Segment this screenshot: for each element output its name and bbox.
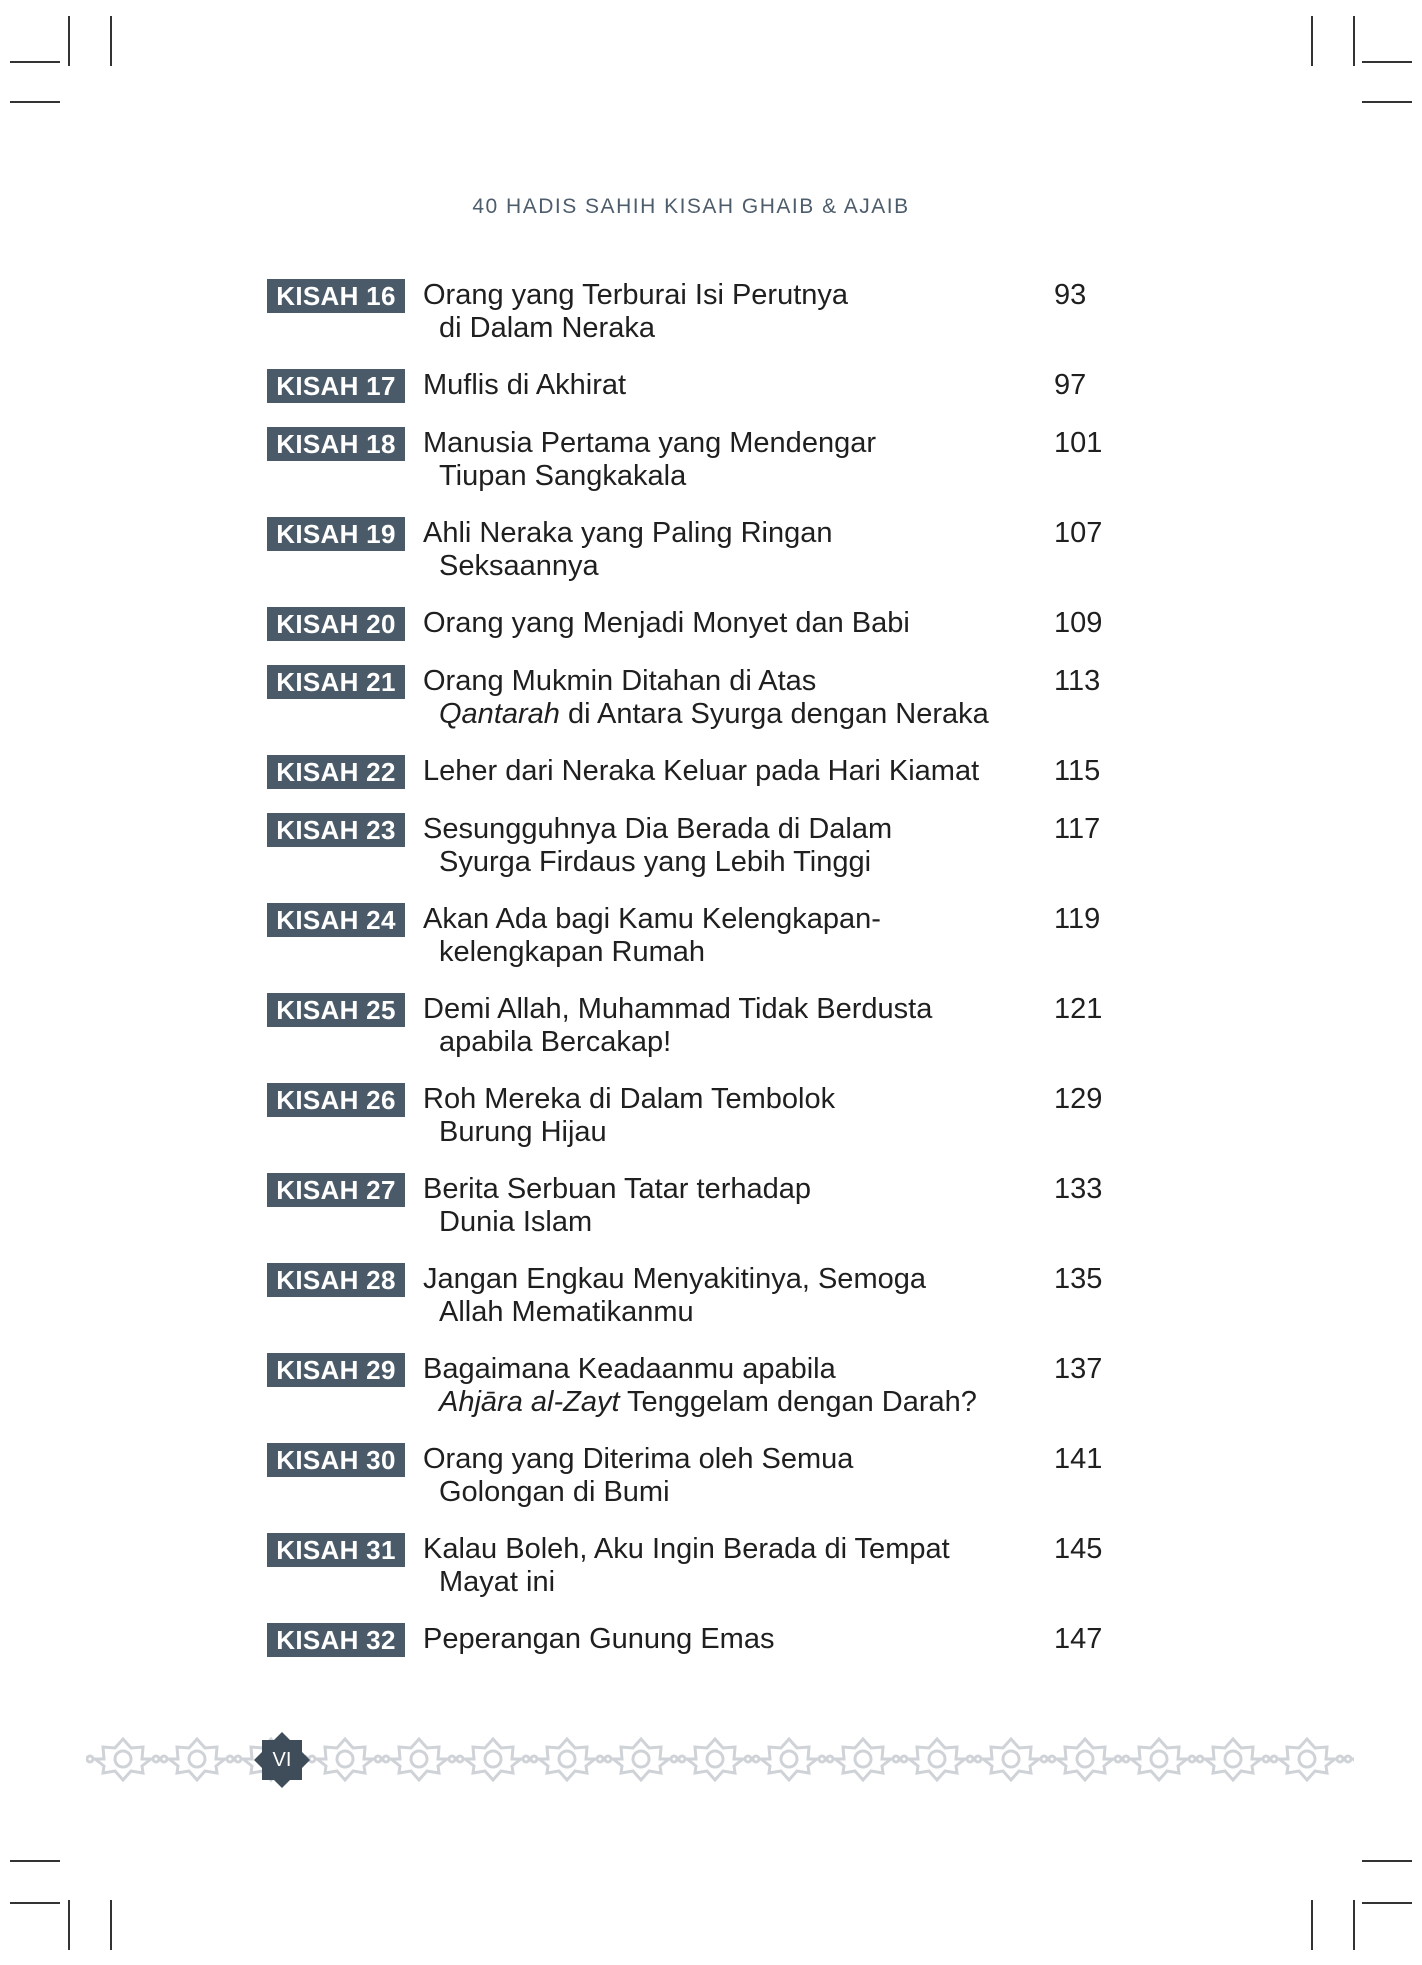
chapter-title: Orang yang Diterima oleh Semua Golongan di Bumi xyxy=(423,1443,854,1508)
chapter-title: Peperangan Gunung Emas xyxy=(423,1623,775,1655)
crop-mark xyxy=(1362,1860,1412,1862)
chapter-title: Jangan Engkau Menyakitinya, Semoga Allah Mematikanmu xyxy=(423,1263,926,1328)
chapter-badge: KISAH 32 xyxy=(267,1623,405,1657)
crop-mark xyxy=(110,16,112,66)
chapter-title: Ahli Neraka yang Paling Ringan Seksaannya xyxy=(423,517,833,582)
chapter-title: Sesungguhnya Dia Berada di Dalam Syurga Firdaus yang Lebih Tinggi xyxy=(423,813,893,878)
page-number: 93 xyxy=(1054,279,1087,311)
page-number: 119 xyxy=(1054,903,1101,935)
chapter-title: Bagaimana Keadaanmu apabila Ahjāra al-Zayt Tenggelam dengan Darah? xyxy=(423,1353,977,1418)
page-number: 129 xyxy=(1054,1083,1103,1115)
chapter-badge: KISAH 21 xyxy=(267,665,405,699)
toc-entry[interactable] xyxy=(267,1083,1167,1173)
chapter-badge: KISAH 19 xyxy=(267,517,405,551)
toc-entry[interactable] xyxy=(267,427,1167,517)
crop-mark xyxy=(10,101,60,103)
chapter-badge: KISAH 28 xyxy=(267,1263,405,1297)
chapter-title: Leher dari Neraka Keluar pada Hari Kiamat xyxy=(423,755,980,787)
chapter-badge: KISAH 26 xyxy=(267,1083,405,1117)
crop-mark xyxy=(10,1902,60,1904)
chapter-title: Akan Ada bagi Kamu Kelengkapan- kelengkapan Rumah xyxy=(423,903,881,968)
chapter-title: Demi Allah, Muhammad Tidak Berdusta apabila Bercakap! xyxy=(423,993,933,1058)
crop-mark xyxy=(1353,16,1355,66)
page-number: 135 xyxy=(1054,1263,1103,1295)
chapter-badge: KISAH 22 xyxy=(267,755,405,789)
page-number: 113 xyxy=(1054,665,1101,697)
chapter-badge: KISAH 20 xyxy=(267,607,405,641)
crop-mark xyxy=(110,1900,112,1950)
chapter-badge: KISAH 29 xyxy=(267,1353,405,1387)
crop-mark xyxy=(1362,101,1412,103)
toc-entry[interactable] xyxy=(267,755,1167,813)
table-of-contents xyxy=(267,279,1167,1681)
toc-entry[interactable] xyxy=(267,1353,1167,1443)
toc-entry[interactable] xyxy=(267,1173,1167,1263)
chapter-badge: KISAH 31 xyxy=(267,1533,405,1567)
chapter-badge: KISAH 18 xyxy=(267,427,405,461)
chapter-badge: KISAH 23 xyxy=(267,813,405,847)
crop-mark xyxy=(68,1900,70,1950)
crop-mark xyxy=(1311,16,1313,66)
crop-mark xyxy=(10,1860,60,1862)
page-number: 101 xyxy=(1054,427,1103,459)
crop-mark xyxy=(68,16,70,66)
chapter-title: Orang yang Menjadi Monyet dan Babi xyxy=(423,607,910,639)
chapter-title: Berita Serbuan Tatar terhadap Dunia Islam xyxy=(423,1173,812,1238)
toc-entry[interactable] xyxy=(267,607,1167,665)
chapter-title: Manusia Pertama yang Mendengar Tiupan Sangkakala xyxy=(423,427,876,492)
page-folio: VI xyxy=(272,1749,292,1771)
page-number: 115 xyxy=(1054,755,1101,787)
page-number: 145 xyxy=(1054,1533,1103,1565)
toc-entry[interactable] xyxy=(267,517,1167,607)
chapter-badge: KISAH 17 xyxy=(267,369,405,403)
toc-entry[interactable] xyxy=(267,1533,1167,1623)
toc-entry[interactable] xyxy=(267,1623,1167,1681)
page-number: 109 xyxy=(1054,607,1103,639)
chapter-badge: KISAH 30 xyxy=(267,1443,405,1477)
chapter-badge: KISAH 24 xyxy=(267,903,405,937)
chapter-title: Kalau Boleh, Aku Ingin Berada di Tempat Mayat ini xyxy=(423,1533,950,1598)
toc-entry[interactable] xyxy=(267,369,1167,427)
chapter-badge: KISAH 27 xyxy=(267,1173,405,1207)
crop-mark xyxy=(1353,1900,1355,1950)
crop-mark xyxy=(1311,1900,1313,1950)
chapter-title: Roh Mereka di Dalam Tembolok Burung Hijau xyxy=(423,1083,836,1148)
chapter-badge: KISAH 25 xyxy=(267,993,405,1027)
toc-entry[interactable] xyxy=(267,903,1167,993)
page-number: 137 xyxy=(1054,1353,1103,1385)
chapter-badge: KISAH 16 xyxy=(267,279,405,313)
page-number: 97 xyxy=(1054,369,1087,401)
toc-entry[interactable] xyxy=(267,993,1167,1083)
crop-mark xyxy=(1362,1902,1412,1904)
crop-mark xyxy=(10,61,60,63)
crop-mark xyxy=(1362,61,1412,63)
page-number: 133 xyxy=(1054,1173,1103,1205)
chapter-title: Orang yang Terburai Isi Perutnya di Dalam Neraka xyxy=(423,279,849,344)
page-number: 141 xyxy=(1054,1443,1103,1475)
chapter-title: Muflis di Akhirat xyxy=(423,369,627,401)
toc-entry[interactable] xyxy=(267,279,1167,369)
page-number: 121 xyxy=(1054,993,1103,1025)
toc-entry[interactable] xyxy=(267,1263,1167,1353)
toc-entry[interactable] xyxy=(267,813,1167,903)
chapter-title: Orang Mukmin Ditahan di Atas Qantarah di Antara Syurga dengan Neraka xyxy=(423,665,989,730)
toc-entry[interactable] xyxy=(267,665,1167,755)
running-head: 40 HADIS SAHIH KISAH GHAIB & AJAIB xyxy=(472,195,910,218)
page-number: 147 xyxy=(1054,1623,1103,1655)
toc-entry[interactable] xyxy=(267,1443,1167,1533)
page-number: 107 xyxy=(1054,517,1103,549)
page-number: 117 xyxy=(1054,813,1101,845)
